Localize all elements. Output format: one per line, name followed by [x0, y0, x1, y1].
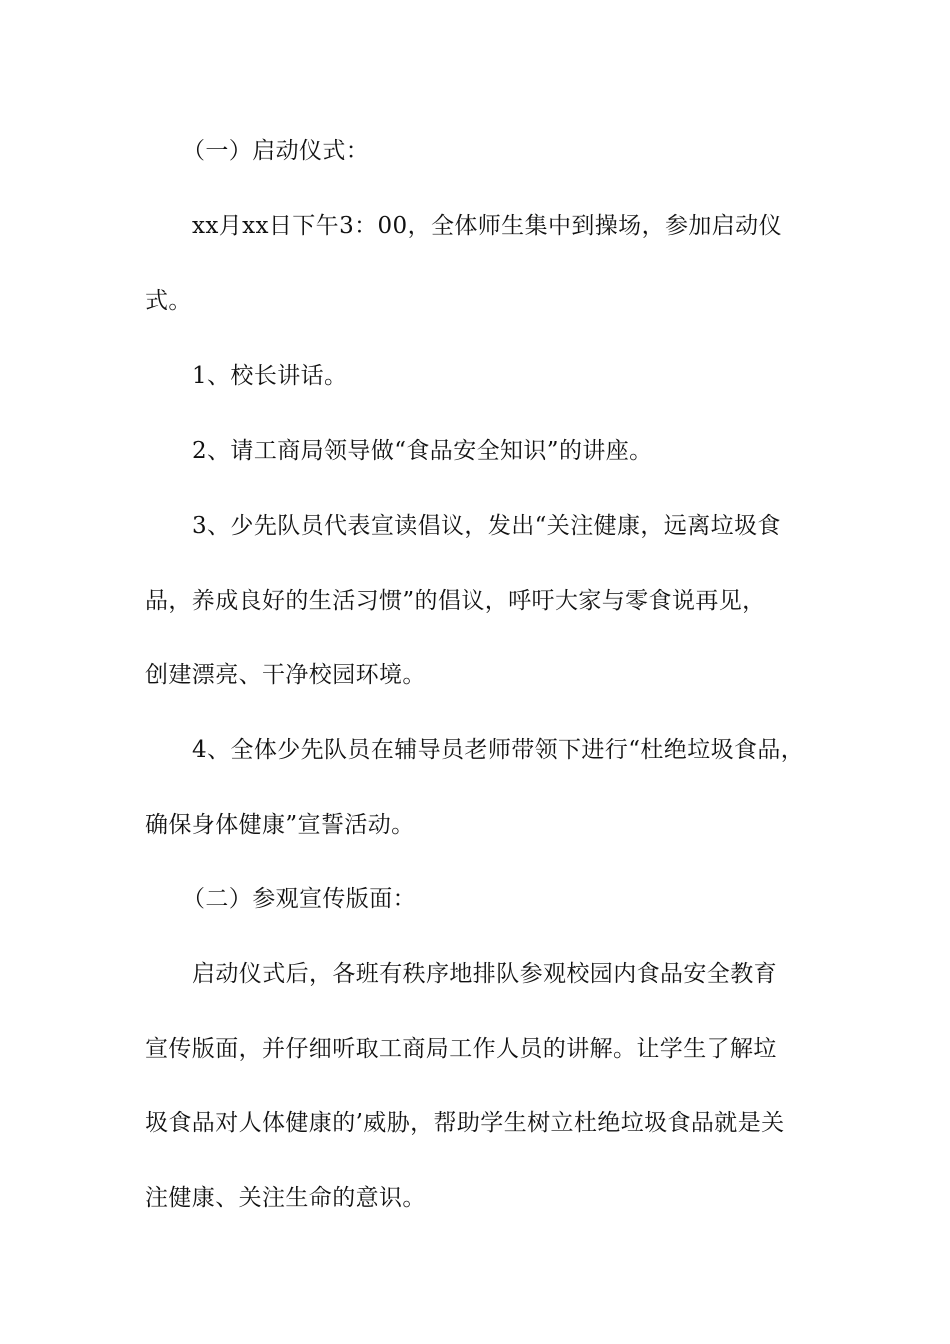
paragraph-line: 品，养成良好的生活习惯”的倡议，呼吁大家与零食说再见，	[145, 588, 766, 614]
paragraph-line: 宣传版面，并仔细听取工商局工作人员的讲解。让学生了解垃	[145, 1036, 777, 1062]
section-heading-launch-ceremony: （一）启动仪式：	[182, 138, 370, 164]
section-heading-exhibit-visit: （二）参观宣传版面：	[182, 886, 416, 912]
paragraph-line: 创建漂亮、干净校园环境。	[145, 662, 426, 688]
paragraph-line: 启动仪式后，各班有秩序地排队参观校园内食品安全教育	[192, 961, 777, 987]
list-item-2: 2、请工商局领导做“食品安全知识”的讲座。	[192, 438, 653, 464]
list-item-4: 4、全体少先队员在辅导员老师带领下进行“杜绝垃圾食品，	[192, 737, 805, 763]
paragraph-line: 确保身体健康”宣誓活动。	[145, 812, 415, 838]
list-item-3: 3、少先队员代表宣读倡议，发出“关注健康，远离垃圾食	[192, 513, 781, 539]
paragraph-line: xx月xx日下午3：00，全体师生集中到操场，参加启动仪	[192, 213, 782, 239]
paragraph-line: 圾食品对人体健康的’威胁，帮助学生树立杜绝垃圾食品就是关	[145, 1110, 785, 1136]
paragraph-line: 式。	[145, 288, 192, 314]
paragraph-line: 注健康、关注生命的意识。	[145, 1185, 426, 1211]
list-item-1: 1、校长讲话。	[192, 363, 348, 389]
